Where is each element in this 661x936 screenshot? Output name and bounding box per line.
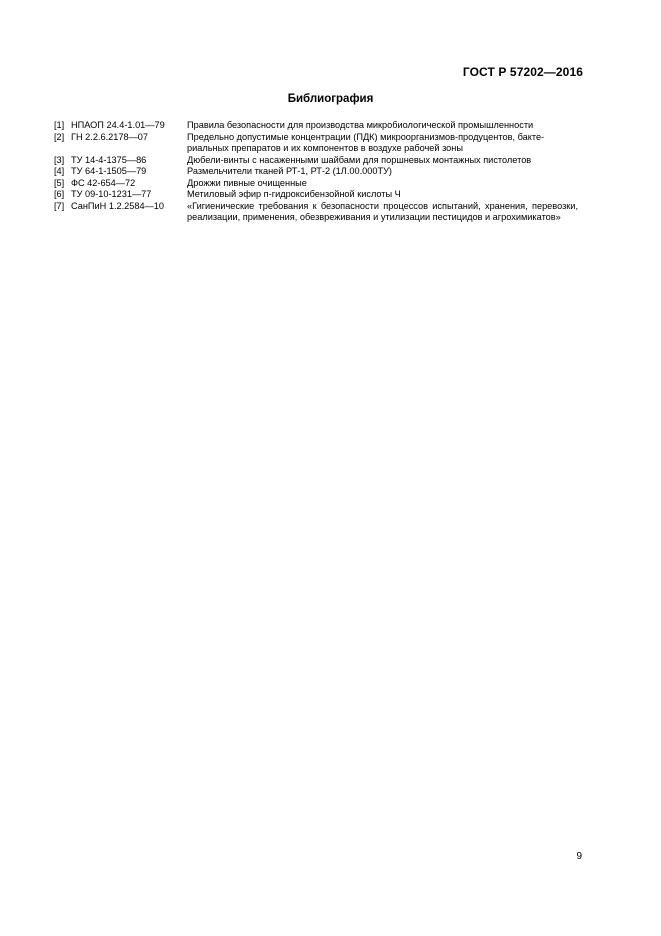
entry-number: [6] <box>54 189 65 199</box>
entry-reference: ФС 42-654—72 <box>71 177 136 188</box>
entry-number: [1] <box>54 120 65 130</box>
entry-description: Правила безопасности для производства микробиологической промышленности <box>187 120 534 130</box>
entry-number: [3] <box>54 154 65 165</box>
entry-reference: ТУ 64-1-1505—79 <box>71 166 147 176</box>
bibliography-entry <box>54 132 578 155</box>
entry-reference: ТУ 09-10-1231—77 <box>71 189 152 199</box>
entry-description: Размельчители тканей РТ-1, РТ-2 (1Л.00.000ТУ) <box>187 166 392 176</box>
entry-reference: СанПиН 1.2.2584—10 <box>71 200 165 211</box>
entry-reference: ТУ 14-4-1375—86 <box>71 154 147 165</box>
bibliography-entry <box>54 155 578 167</box>
entry-description: Дюбели-винты с насаженными шайбами для поршневых монтажных пистолетов <box>187 154 532 165</box>
entry-number: [7] <box>54 200 65 211</box>
entry-description: Метиловый эфир п-гидроксибензойной кислоты Ч <box>187 189 401 199</box>
bibliography-entry <box>54 178 578 190</box>
entry-reference: ГН 2.2.6.2178—07 <box>71 131 148 142</box>
entry-description: Предельно допустимые концентрации (ПДК) микроорганизмов-продуцентов, бакте- риальных препаратов и их компонентов в воздухе рабочей зоны <box>187 131 545 153</box>
bibliography-entry <box>54 120 578 132</box>
entry-reference: НПАОП 24.4-1.01—79 <box>71 120 165 130</box>
entry-description: Дрожжи пивные очищенные <box>187 177 307 188</box>
bibliography-entry <box>54 201 578 224</box>
bibliography-list <box>54 120 578 224</box>
entry-description: «Гигиенические требования к безопасности процессов испытаний, хранения, перевозки, реализации, применения, обезвреживания и утилизации пестицидов и агрохимикатов» <box>187 200 578 222</box>
bibliography-entry <box>54 166 578 178</box>
section-title: Библиография <box>287 93 374 105</box>
entry-number: [5] <box>54 177 65 188</box>
entry-number: [4] <box>54 166 65 176</box>
page-number: 9 <box>576 851 582 862</box>
bibliography-entry <box>54 189 578 201</box>
entry-number: [2] <box>54 131 65 142</box>
document-code: ГОСТ Р 57202—2016 <box>462 65 583 79</box>
